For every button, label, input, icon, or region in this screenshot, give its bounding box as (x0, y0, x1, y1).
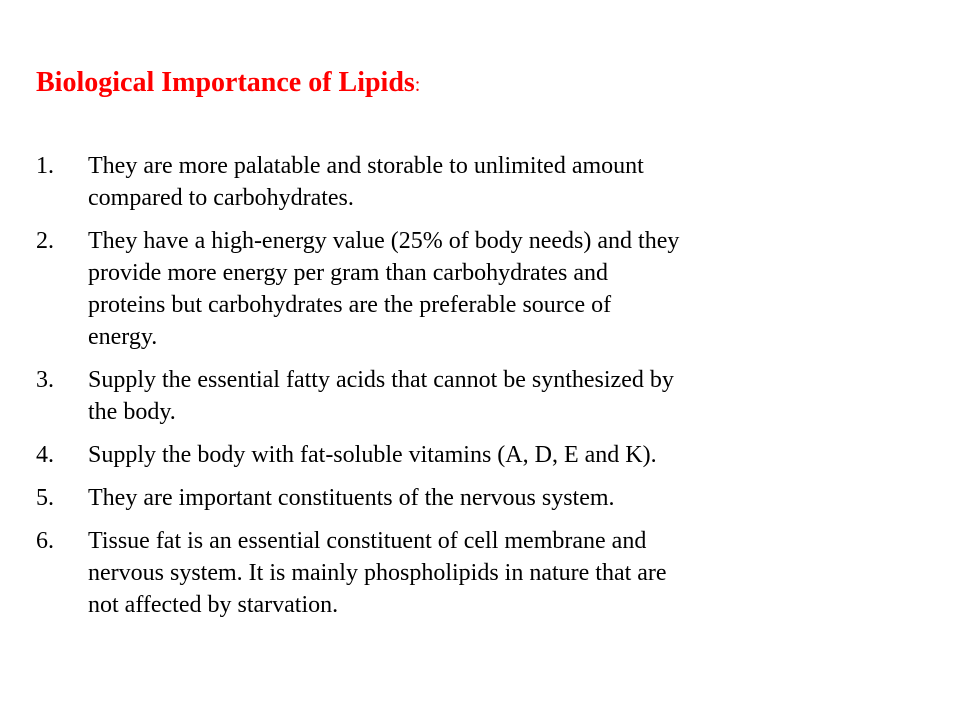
list-item-text (88, 525, 916, 621)
list-item (36, 225, 916, 353)
list-item-line: They are more palatable and storable to unlimited amount (88, 153, 644, 179)
list-item-line: Tissue fat is an essential constituent of cell membrane and (88, 528, 647, 554)
list-item-line: Supply the essential fatty acids that cannot be synthesized by (88, 367, 674, 393)
list-item (36, 525, 916, 621)
list-item-line: energy. (88, 324, 158, 350)
list-item-text (88, 482, 916, 514)
list-item-line: the body. (88, 399, 176, 425)
slide-title (36, 66, 420, 102)
list-item-text (88, 225, 916, 353)
slide-title-colon: : (414, 74, 421, 96)
list-item-number: 3. (36, 367, 54, 393)
list-item-text (88, 150, 916, 214)
list-item-line: compared to carbohydrates. (88, 185, 354, 211)
list-item-line: proteins but carbohydrates are the preferable source of (88, 292, 612, 318)
slide-title-text: Biological Importance of Lipids (36, 67, 415, 98)
list-item-number: 5. (36, 485, 54, 511)
list-item-line: They have a high-energy value (25% of body needs) and they (88, 228, 680, 254)
list-item-line: Supply the body with fat-soluble vitamins (A, D, E and K). (88, 442, 657, 468)
list-item-number: 2. (36, 228, 54, 254)
importance-list (36, 150, 916, 632)
list-item (36, 150, 916, 214)
list-item-line: nervous system. It is mainly phospholipids in nature that are (88, 560, 667, 586)
list-item (36, 439, 916, 471)
list-item-line: not affected by starvation. (88, 592, 339, 618)
list-item (36, 364, 916, 428)
list-item-text (88, 364, 916, 428)
list-item-line: They are important constituents of the nervous system. (88, 485, 615, 511)
list-item (36, 482, 916, 514)
list-item-number: 1. (36, 153, 54, 179)
list-item-number: 4. (36, 442, 54, 468)
list-item-line: provide more energy per gram than carbohydrates and (88, 260, 609, 286)
list-item-text (88, 439, 916, 471)
list-item-number: 6. (36, 528, 54, 554)
